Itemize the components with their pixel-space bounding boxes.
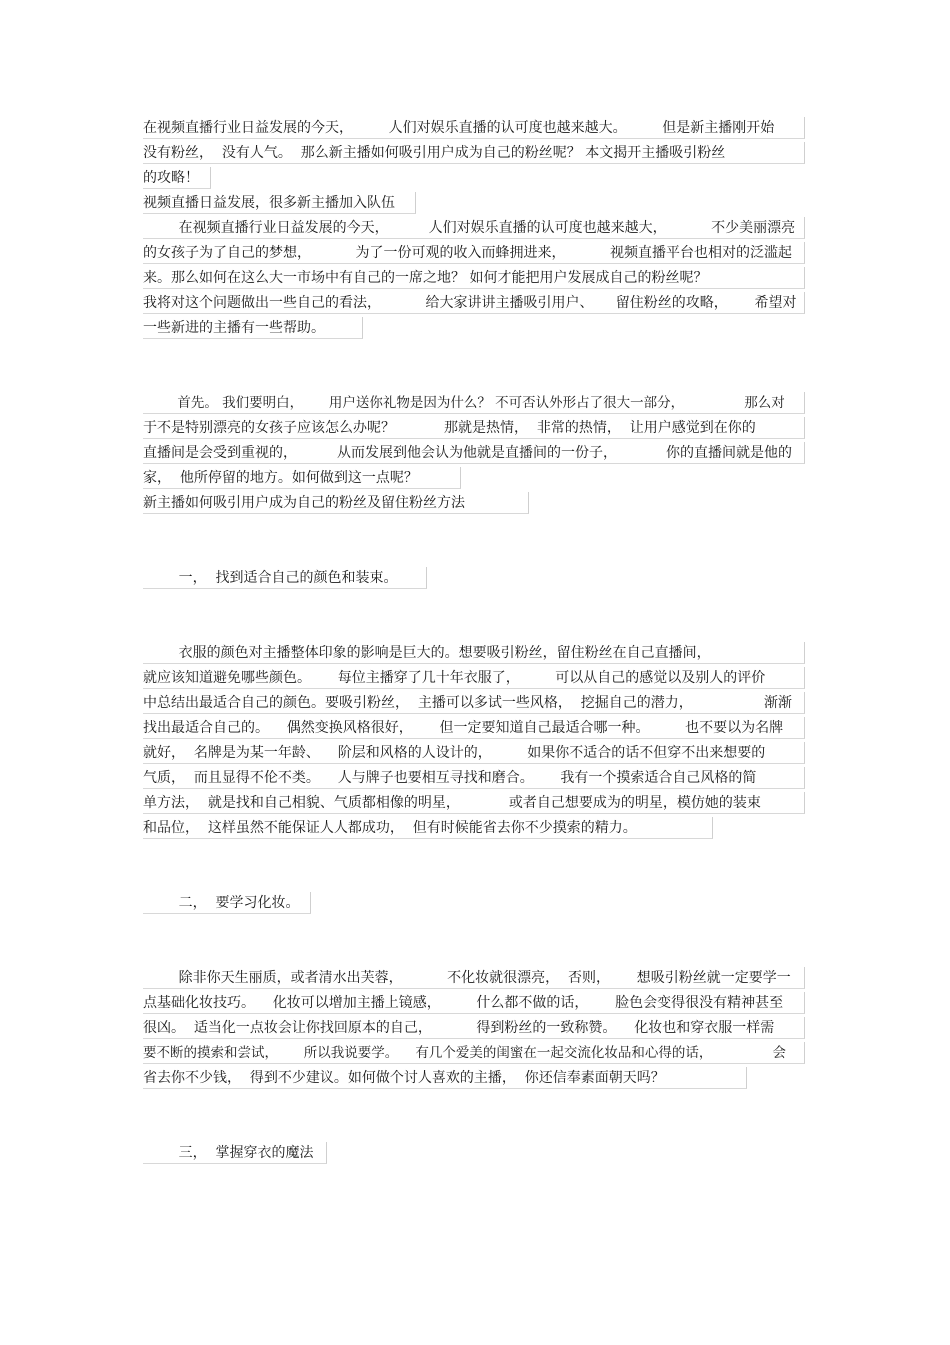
text-line: 中总结出最适合自己的颜色。要吸引粉丝， 主播可以多试一些风格， 挖掘自己的潜力， 渐渐 — [143, 692, 805, 714]
text-line: 要不断的摸索和尝试， 所以我说要学。 有几个爱美的闺蜜在一起交流化妆品和心得的话， 会 — [143, 1042, 805, 1064]
text-line: 在视频直播行业日益发展的今天， 人们对娱乐直播的认可度也越来越大， 不少美丽漂亮 — [143, 217, 805, 239]
text-line: 除非你天生丽质，或者清水出芙蓉， 不化妆就很漂亮， 否则， 想吸引粉丝就一定要学一 — [143, 967, 805, 989]
text-line: 单方法， 就是找和自己相貌、气质都相像的明星， 或者自己想要成为的明星，模仿她的装束 — [143, 792, 805, 814]
text-line: 家， 他所停留的地方。如何做到这一点呢？ — [143, 467, 461, 489]
text-line: 就应该知道避免哪些颜色。 每位主播穿了几十年衣服了， 可以从自己的感觉以及别人的评价 — [143, 667, 805, 689]
text-line: 直播间是会受到重视的， 从而发展到他会认为他就是直播间的一份子， 你的直播间就是他的 — [143, 442, 805, 464]
text-line: 来。那么如何在这么大一市场中有自己的一席之地？ 如何才能把用户发展成自己的粉丝呢？ — [143, 267, 805, 289]
text-line: 首先。 我们要明白， 用户送你礼物是因为什么？ 不可否认外形占了很大一部分， 那么对 — [143, 392, 805, 414]
text-line: 找出最适合自己的。 偶然变换风格很好， 但一定要知道自己最适合哪一种。 也不要以为名牌 — [143, 717, 805, 739]
text-line: 就好， 名牌是为某一年龄、 阶层和风格的人设计的， 如果你不适合的话不但穿不出来想要的 — [143, 742, 805, 764]
section-heading: 二， 要学习化妆。 — [143, 892, 311, 914]
text-line: 在视频直播行业日益发展的今天， 人们对娱乐直播的认可度也越来越大。 但是新主播刚开始 — [143, 117, 805, 139]
text-line: 很凶。 适当化一点妆会让你找回原本的自己， 得到粉丝的一致称赞。 化妆也和穿衣服一样需 — [143, 1017, 805, 1039]
section-heading: 新主播如何吸引用户成为自己的粉丝及留住粉丝方法 — [143, 492, 529, 514]
text-line: 点基础化妆技巧。 化妆可以增加主播上镜感， 什么都不做的话， 脸色会变得很没有精神甚至 — [143, 992, 805, 1014]
text-line: 没有粉丝， 没有人气。 那么新主播如何吸引用户成为自己的粉丝呢？ 本文揭开主播吸引粉丝 — [143, 142, 805, 164]
text-line: 的攻略！ — [143, 167, 211, 189]
section-heading: 一， 找到适合自己的颜色和装束。 — [143, 567, 427, 589]
text-line: 一些新进的主播有一些帮助。 — [143, 317, 363, 339]
text-line: 的女孩子为了自己的梦想， 为了一份可观的收入而蜂拥进来， 视频直播平台也相对的泛滥起 — [143, 242, 805, 264]
text-line: 和品位， 这样虽然不能保证人人都成功， 但有时候能省去你不少摸索的精力。 — [143, 817, 713, 839]
text-line: 省去你不少钱， 得到不少建议。如何做个讨人喜欢的主播， 你还信奉素面朝天吗？ — [143, 1067, 747, 1089]
text-line: 气质， 而且显得不伦不类。 人与牌子也要相互寻找和磨合。 我有一个摸索适合自己风格的简 — [143, 767, 805, 789]
section-heading: 视频直播日益发展，很多新主播加入队伍 — [143, 192, 416, 214]
text-line: 衣服的颜色对主播整体印象的影响是巨大的。想要吸引粉丝，留住粉丝在自己直播间， — [143, 642, 805, 664]
section-heading: 三， 掌握穿衣的魔法 — [143, 1142, 327, 1164]
text-line: 于不是特别漂亮的女孩子应该怎么办呢？ 那就是热情， 非常的热情， 让用户感觉到在你的 — [143, 417, 805, 439]
text-line: 我将对这个问题做出一些自己的看法， 给大家讲讲主播吸引用户、 留住粉丝的攻略， 希望对 — [143, 292, 805, 314]
